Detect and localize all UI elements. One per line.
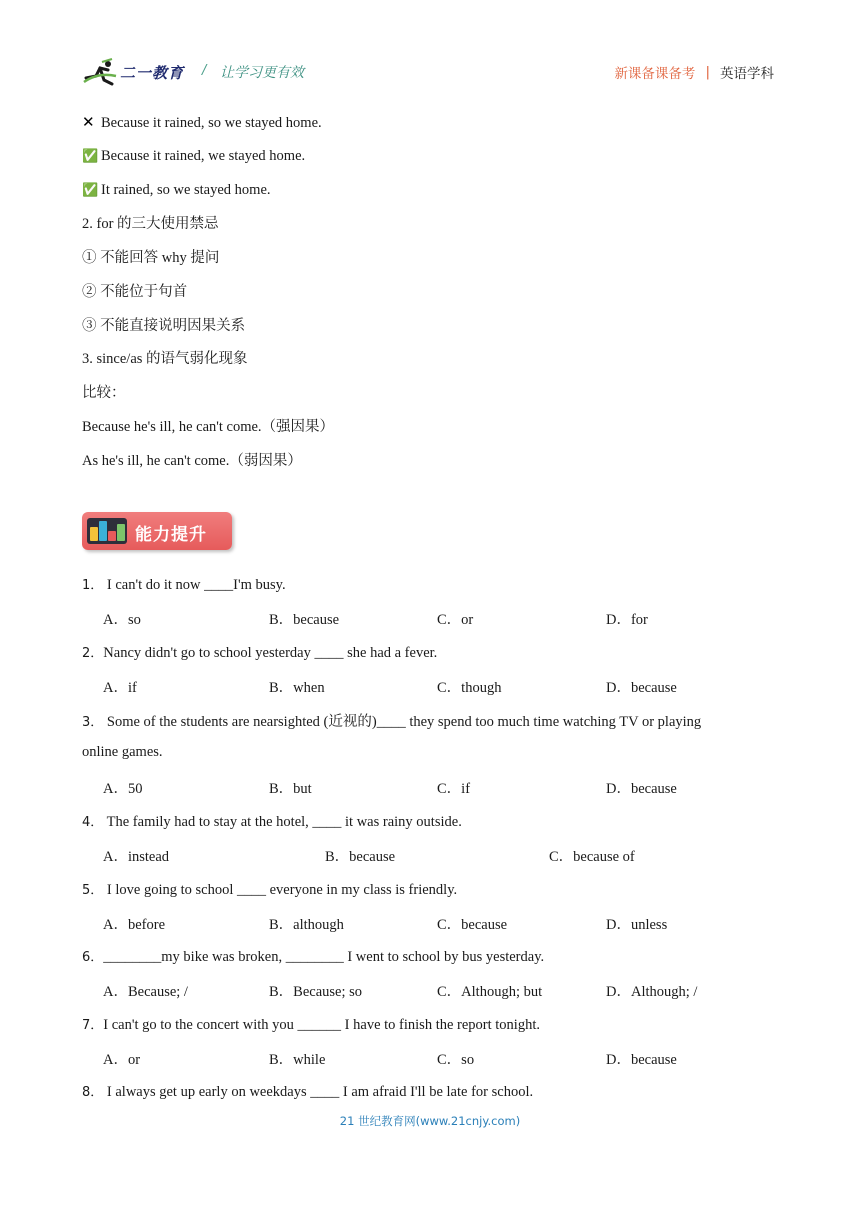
chart-blocks-icon (87, 518, 127, 544)
note-example-strong: Because he's ill, he can't come.（强因果） (82, 419, 335, 435)
logo (82, 58, 184, 86)
note-line-correct-2: ✅ It rained, so we stayed home. (82, 180, 271, 201)
subject-label: 英语学科 (720, 66, 774, 82)
option-6d[interactable]: D．Although; / (606, 984, 698, 1000)
question-3: 3． Some of the students are nearsighted (近视的)____ they spend too much time watching TV or playing (82, 714, 702, 730)
header-subject (614, 62, 774, 82)
option-4b[interactable]: B．because (325, 849, 396, 865)
note-item-3: ③ 不能直接说明因果关系 (82, 318, 246, 334)
note-heading-for: 2. for 的三大使用禁忌 (82, 216, 219, 232)
note-example-weak: As he's ill, he can't come.（弱因果） (82, 453, 302, 469)
check-icon: ✅ (82, 149, 99, 164)
cross-icon: ✕ (82, 113, 95, 131)
question-7: 7．I can't go to the concert with you ______ I have to finish the report tonight. (82, 1017, 540, 1033)
slogan-separator: / (202, 63, 207, 78)
option-5b[interactable]: B．although (269, 917, 344, 933)
question-5: 5． I love going to school ____ everyone in my class is friendly. (82, 882, 458, 898)
option-5c[interactable]: C．because (437, 917, 508, 933)
option-2b[interactable]: B．when (269, 680, 325, 696)
option-1b[interactable]: B．because (269, 612, 340, 628)
option-7b[interactable]: B．while (269, 1052, 326, 1068)
option-3d[interactable]: D．because (606, 781, 677, 797)
option-7a[interactable]: A．or (103, 1052, 141, 1068)
runner-logo-icon (82, 58, 118, 86)
option-6a[interactable]: A．Because; / (103, 984, 188, 1000)
question-8: 8． I always get up early on weekdays ____ I am afraid I'll be late for school. (82, 1084, 534, 1100)
option-6b[interactable]: B．Because; so (269, 984, 363, 1000)
option-4a[interactable]: A．instead (103, 849, 170, 865)
question-2: 2．Nancy didn't go to school yesterday ____ she had a fever. (82, 645, 438, 661)
option-3a[interactable]: A．50 (103, 781, 143, 797)
option-3c[interactable]: C．if (437, 781, 471, 797)
option-2a[interactable]: A．if (103, 680, 137, 696)
option-1a[interactable]: A．so (103, 612, 141, 628)
question-1: 1． I can't do it now ____I'm busy. (82, 577, 286, 593)
page-footer: 21 世纪教育网(www.21cnjy.com) (339, 1114, 521, 1128)
option-6c[interactable]: C．Although; but (437, 984, 543, 1000)
option-2d[interactable]: D．because (606, 680, 677, 696)
note-line-wrong: ✕ Because it rained, so we stayed home. (82, 113, 322, 131)
option-2c[interactable]: C．though (437, 680, 502, 696)
question-4: 4． The family had to stay at the hotel, ____ it was rainy outside. (82, 814, 462, 830)
note-compare-label: 比较： (82, 385, 126, 401)
note-line-correct-1: ✅ Because it rained, we stayed home. (82, 146, 305, 167)
banner-title: 能力提升 (135, 525, 207, 545)
section-banner (82, 512, 232, 550)
option-7c[interactable]: C．so (437, 1052, 475, 1068)
slogan: 让学习更有效 (220, 65, 304, 81)
logo-text: 二一教育 (120, 63, 185, 82)
note-item-2: ② 不能位于句首 (82, 284, 188, 300)
course-label: 新课备课备考 (614, 66, 696, 82)
check-icon: ✅ (82, 183, 99, 198)
header-divider: | (705, 64, 710, 80)
question-6: 6．________my bike was broken, ________ I went to school by bus yesterday. (82, 949, 545, 965)
option-4c[interactable]: C．because of (549, 849, 635, 865)
option-5d[interactable]: D．unless (606, 917, 668, 933)
note-heading-since-as: 3. since/as 的语气弱化现象 (82, 351, 248, 367)
option-5a[interactable]: A．before (103, 917, 166, 933)
option-3b[interactable]: B．but (269, 781, 312, 797)
option-1d[interactable]: D．for (606, 612, 648, 628)
page-header (82, 54, 774, 90)
option-1c[interactable]: C．or (437, 612, 474, 628)
note-item-1: ① 不能回答 why 提问 (82, 250, 220, 266)
option-7d[interactable]: D．because (606, 1052, 677, 1068)
question-3-continued: online games. (82, 744, 163, 760)
